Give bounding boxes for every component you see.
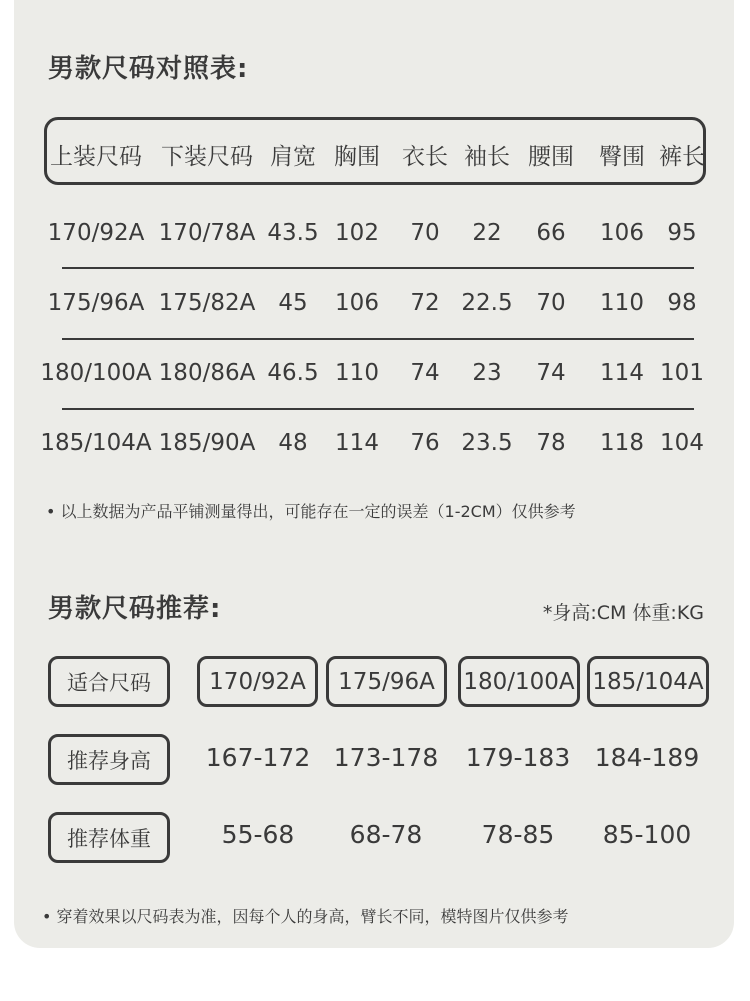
table-cell: 23 — [472, 360, 502, 386]
recommended-weight: 78-85 — [481, 820, 555, 849]
table-cell: 22.5 — [461, 290, 513, 316]
column-header: 衣长 — [402, 144, 448, 170]
recommend-row-label: 推荐体重 — [48, 812, 170, 863]
column-header: 袖长 — [464, 144, 510, 170]
table-cell: 104 — [660, 430, 704, 456]
table-cell: 74 — [410, 360, 440, 386]
table-cell: 43.5 — [267, 220, 319, 246]
table-cell: 78 — [536, 430, 566, 456]
unit-note: *身高:CM 体重:KG — [542, 602, 704, 624]
column-header: 腰围 — [528, 144, 574, 170]
table-cell: 180/86A — [158, 360, 256, 386]
table-cell: 70 — [410, 220, 440, 246]
size-option: 175/96A — [326, 656, 447, 707]
recommended-weight: 55-68 — [221, 820, 295, 849]
recommended-weight: 85-100 — [602, 820, 692, 849]
table-cell: 23.5 — [461, 430, 513, 456]
row-divider — [62, 267, 694, 269]
table-cell: 45 — [278, 290, 308, 316]
recommend-row-label: 推荐身高 — [48, 734, 170, 785]
table-cell: 48 — [278, 430, 308, 456]
table-cell: 185/104A — [40, 430, 152, 456]
table-cell: 95 — [667, 220, 697, 246]
size-chart-note: • 以上数据为产品平铺测量得出，可能存在一定的误差（1-2CM）仅供参考 — [46, 502, 576, 521]
table-cell: 106 — [600, 220, 644, 246]
table-cell: 175/96A — [47, 290, 145, 316]
table-cell: 170/92A — [47, 220, 145, 246]
table-cell: 114 — [600, 360, 644, 386]
size-option: 170/92A — [197, 656, 318, 707]
column-header: 裤长 — [659, 144, 705, 170]
table-cell: 66 — [536, 220, 566, 246]
column-header: 肩宽 — [270, 144, 316, 170]
table-cell: 180/100A — [40, 360, 152, 386]
row-divider — [62, 408, 694, 410]
table-cell: 114 — [335, 430, 379, 456]
column-header: 胸围 — [334, 144, 380, 170]
table-cell: 110 — [600, 290, 644, 316]
column-header: 臀围 — [599, 144, 645, 170]
table-cell: 101 — [660, 360, 704, 386]
table-cell: 175/82A — [158, 290, 256, 316]
recommended-height: 179-183 — [465, 743, 571, 772]
column-header: 上装尺码 — [50, 144, 142, 170]
size-option: 185/104A — [587, 656, 709, 707]
table-cell: 106 — [335, 290, 379, 316]
size-option: 180/100A — [458, 656, 580, 707]
size-chart-title: 男款尺码对照表: — [48, 54, 249, 84]
table-cell: 22 — [472, 220, 502, 246]
recommended-height: 173-178 — [333, 743, 439, 772]
table-cell: 110 — [335, 360, 379, 386]
column-header: 下装尺码 — [161, 144, 253, 170]
table-cell: 118 — [600, 430, 644, 456]
table-cell: 102 — [335, 220, 379, 246]
table-cell: 72 — [410, 290, 440, 316]
table-cell: 185/90A — [158, 430, 256, 456]
table-cell: 74 — [536, 360, 566, 386]
table-cell: 76 — [410, 430, 440, 456]
recommend-title: 男款尺码推荐: — [48, 594, 222, 624]
table-cell: 98 — [667, 290, 697, 316]
recommended-height: 167-172 — [205, 743, 311, 772]
recommend-row-label: 适合尺码 — [48, 656, 170, 707]
recommended-height: 184-189 — [594, 743, 700, 772]
recommend-note: • 穿着效果以尺码表为准，因每个人的身高，臂长不同，模特图片仅供参考 — [42, 907, 569, 926]
row-divider — [62, 338, 694, 340]
table-cell: 70 — [536, 290, 566, 316]
recommended-weight: 68-78 — [349, 820, 423, 849]
table-cell: 170/78A — [158, 220, 256, 246]
table-cell: 46.5 — [267, 360, 319, 386]
